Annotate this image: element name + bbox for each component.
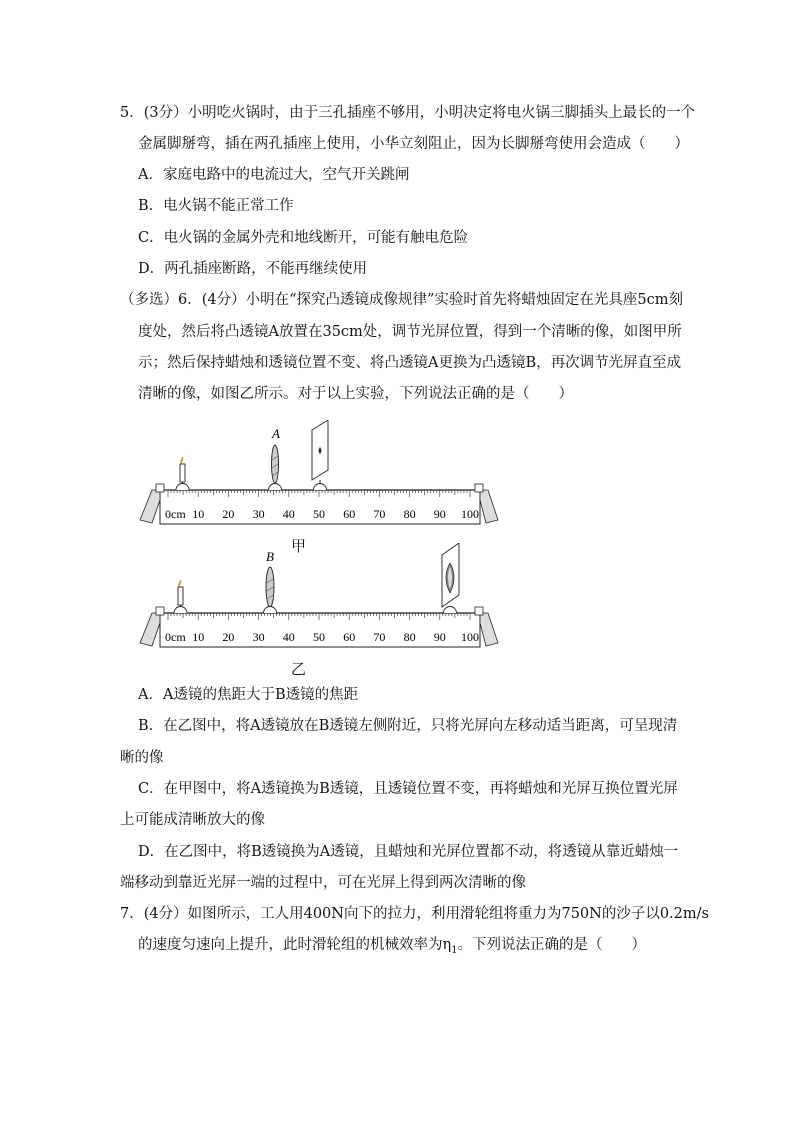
q5-option-c: C．电火锅的金属外壳和地线断开，可能有触电危险 (138, 230, 469, 246)
q6-option-b-line2: 晰的像 (120, 750, 164, 766)
q7-stem-line2 (138, 935, 646, 961)
ruler-scale-label: 50 (313, 507, 325, 521)
ruler-scale-label: 10 (192, 507, 205, 521)
figure-b-caption: 乙 (291, 660, 307, 678)
ruler-scale-label: 100 (461, 630, 479, 644)
q6-option-c-line2: 上可能成清晰放大的像 (120, 812, 265, 828)
ruler-scale-label: 70 (373, 630, 386, 644)
figure-a-caption: 甲 (291, 537, 307, 555)
q6-stem-line1: （多选）6．(4分）小明在“探究凸透镜成像规律”实验时首先将蜡烛固定在光具座5cm刻 (120, 292, 684, 308)
bench-left-leg (140, 490, 160, 523)
q7-stem-line2-end: 。下列说法正确的是（ ） (457, 937, 647, 953)
ruler-scale-label: 60 (343, 630, 356, 644)
light-screen-icon (312, 420, 328, 490)
lens-b-icon (264, 549, 277, 613)
lens-b-label: B (266, 549, 274, 564)
ruler-scale-label: 40 (282, 630, 295, 644)
q6-option-a: A．A透镜的焦距大于B透镜的焦距 (138, 687, 359, 703)
ruler-scale-label: 20 (222, 630, 235, 644)
q5-option-d: D．两孔插座断路，不能再继续使用 (138, 261, 368, 277)
ruler-scale-label: 30 (252, 630, 265, 644)
q5-option-a: A．家庭电路中的电流过大，空气开关跳闸 (138, 167, 410, 183)
q5-stem-line1: 5．(3分）小明吃火锅时，由于三孔插座不够用，小明决定将电火锅三脚插头上最长的一个 (120, 105, 696, 121)
ruler-scale-label: 90 (433, 507, 446, 521)
q6-stem-line4: 清晰的像，如图乙所示。对于以上实验，下列说法正确的是（ ） (138, 386, 573, 402)
q6-option-c-line1: C．在甲图中，将A透镜换为B透镜，且透镜位置不变，再将蜡烛和光屏互换位置光屏 (138, 781, 678, 797)
q7-stem-line1: 7．(4分）如图所示，工人用400N向下的拉力，利用滑轮组将重力为750N的沙子以0.2m/s (120, 906, 709, 922)
q6-option-b-line1: B．在乙图中，将A透镜放在B透镜左侧附近，只将光屏向左移动适当距离，可呈现清 (138, 718, 678, 734)
q6-option-d-line2: 端移动到靠近光屏一端的过程中，可在光屏上得到两次清晰的像 (120, 875, 526, 891)
ruler-scale-label: 80 (403, 507, 416, 521)
q7-stem-line2-main: 的速度匀速向上提升，此时滑轮组的机械效率为η (138, 937, 452, 953)
ruler-scale-label: 30 (252, 507, 265, 521)
lens-a-icon (269, 426, 282, 490)
ruler-scale-label: 60 (343, 507, 356, 521)
q6-stem-line2: 度处，然后将凸透镜A放置在35cm处，调节光屏位置，得到一个清晰的像，如图甲所 (138, 324, 682, 340)
ruler-scale-label: 70 (373, 507, 386, 521)
optical-bench-figure-b (138, 543, 508, 653)
q6-stem-line3: 示；然后保持蜡烛和透镜位置不变、将凸透镜A更换为凸透镜B，再次调节光屏直至成 (138, 355, 682, 371)
light-screen-icon (442, 543, 459, 613)
ruler-scale-label: 20 (222, 507, 235, 521)
ruler-scale-label: 100 (461, 507, 479, 521)
bench-right-leg (480, 613, 498, 646)
q6-option-d-line1: D．在乙图中，将B透镜换为A透镜，且蜡烛和光屏位置都不动，将透镜从靠近蜡烛一 (138, 844, 679, 860)
candle-icon (174, 580, 187, 613)
ruler-scale-label: 0cm (165, 507, 186, 521)
bench-left-leg (140, 613, 160, 646)
q5-option-b: B．电火锅不能正常工作 (138, 198, 294, 214)
lens-a-label: A (272, 426, 280, 441)
ruler-scale-label: 90 (433, 630, 446, 644)
ruler-scale-label: 80 (403, 630, 416, 644)
ruler-scale-label: 50 (313, 630, 325, 644)
ruler-scale-label: 10 (192, 630, 205, 644)
ruler-scale-label: 40 (282, 507, 295, 521)
bench-right-leg (480, 490, 498, 523)
q5-stem-line2: 金属脚掰弯，插在两孔插座上使用，小华立刻阻止，因为长脚掰弯使用会造成（ ） (138, 136, 689, 152)
candle-icon (176, 457, 189, 490)
ruler-scale-label: 0cm (165, 630, 186, 644)
optical-bench-figure-a (138, 420, 508, 530)
q7-eta-subscript: 1 (451, 944, 458, 956)
